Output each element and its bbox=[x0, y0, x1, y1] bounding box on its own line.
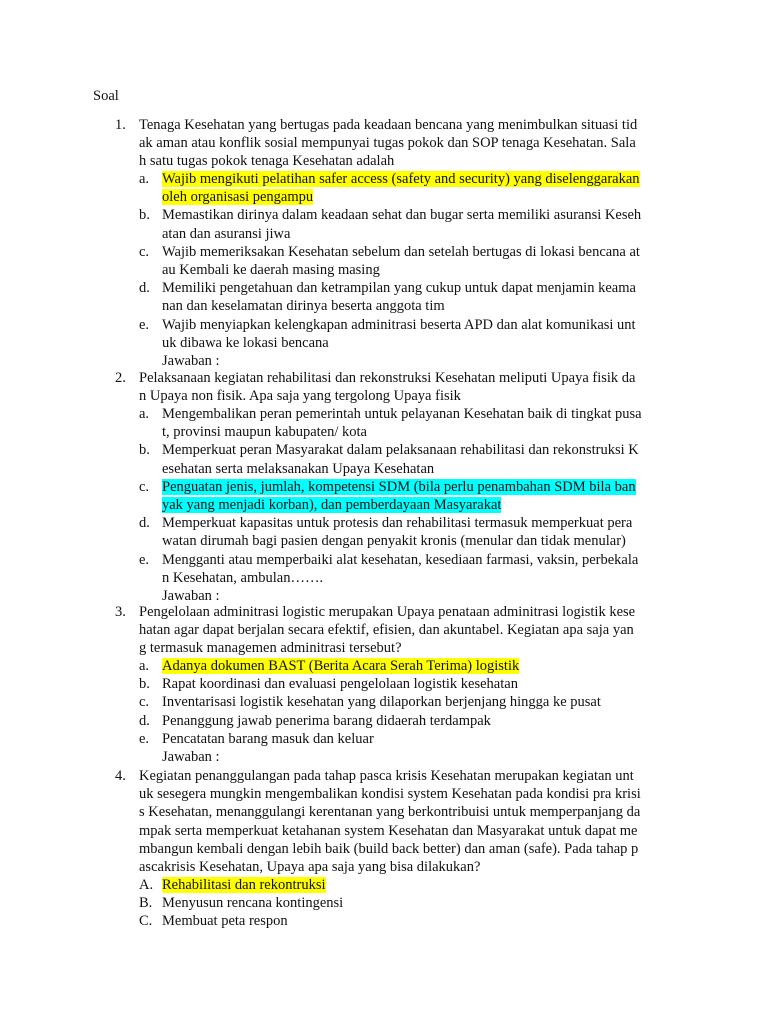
option-label: B. bbox=[139, 895, 153, 912]
option-d bbox=[139, 279, 674, 315]
option-text: Membuat peta respon bbox=[162, 913, 288, 930]
options-list bbox=[139, 405, 674, 605]
question-number: 1. bbox=[115, 117, 126, 133]
option-a bbox=[139, 657, 674, 675]
option-b bbox=[139, 441, 674, 477]
option-label: d. bbox=[139, 712, 150, 729]
option-text-highlighted: Penguatan jenis, jumlah, kompetensi SDM (bila perlu penambahan SDM bila ban yak yang menjadi korban), dan pemberdayaan Masyarakat bbox=[162, 478, 636, 514]
question-text: Pengelolaan adminitrasi logistic merupakan Upaya penataan adminitrasi logistik kese hatan agar dapat berjalan secara efektif, efisien, dan akuntabel. Kegiatan apa saja yan g termasuk managemen adminitrasi tersebut? bbox=[139, 604, 636, 657]
option-label: a. bbox=[139, 406, 150, 422]
option-text: Mengembalikan peran pemerintah untuk pelayanan Kesehatan baik di tingkat pusa t, provinsi maupun kabupaten/ kota bbox=[162, 406, 642, 441]
option-c bbox=[139, 693, 674, 711]
option-label: e. bbox=[139, 551, 150, 568]
option-label: d. bbox=[139, 280, 150, 297]
document-title: Soal bbox=[93, 88, 119, 104]
option-label: c. bbox=[139, 478, 150, 495]
options-list bbox=[139, 657, 674, 766]
question-number: 3. bbox=[115, 604, 126, 620]
question-number: 4. bbox=[115, 768, 126, 784]
option-c bbox=[139, 478, 674, 514]
option-text: Rapat koordinasi dan evaluasi pengelolaan logistik kesehatan bbox=[162, 676, 518, 693]
option-label: b. bbox=[139, 676, 150, 693]
option-text: Wajib menyiapkan kelengkapan adminitrasi beserta APD dan alat komunikasi unt uk dibawa ke lokasi bencana bbox=[162, 316, 636, 351]
options-list bbox=[139, 876, 674, 931]
option-text-highlighted: Rehabilitasi dan rekontruksi bbox=[162, 877, 326, 893]
option-text: Inventarisasi logistik kesehatan yang dilaporkan berjenjang hingga ke pusat bbox=[162, 694, 601, 711]
option-text: Menyusun rencana kontingensi bbox=[162, 895, 344, 912]
option-label: b. bbox=[139, 442, 150, 459]
option-B bbox=[139, 894, 674, 912]
option-label: a. bbox=[139, 171, 150, 187]
option-label: c. bbox=[139, 243, 150, 260]
option-label: C. bbox=[139, 913, 153, 930]
option-text: Memperkuat peran Masyarakat dalam pelaksanaan rehabilitasi dan rekonstruksi K esehatan serta melaksanakan Upaya Kesehatan bbox=[162, 442, 639, 477]
option-label: a. bbox=[139, 658, 150, 674]
option-text: Penanggung jawab penerima barang didaerah terdampak bbox=[162, 712, 491, 729]
question-text: Kegiatan penanggulangan pada tahap pasca krisis Kesehatan merupakan kegiatan unt uk sesegera mungkin mengembalikan kondisi system Kesehatan pada kondisi pra krisi s Kesehatan, menanggulangi kerentanan yang berkontribuisi untuk memperpanjang da mpak serta memperkuat ketahanan system Kesehatan dan Masyarakat untuk dapat me mbangun kembali dengan lebih baik (build back better) dan aman (safe). Pada tahap p ascakrisis Kesehatan, Upaya apa saja yang bisa dilakukan? bbox=[139, 768, 641, 876]
option-A bbox=[139, 876, 674, 894]
option-label: A. bbox=[139, 877, 154, 893]
option-label: d. bbox=[139, 515, 150, 532]
option-e bbox=[139, 730, 674, 748]
answer-label: Jawaban : bbox=[162, 588, 220, 605]
option-text-highlighted: Wajib mengikuti pelatihan safer access (safety and security) yang diselenggarakan oleh organisasi pengampu bbox=[162, 171, 640, 206]
option-a bbox=[139, 405, 674, 441]
option-label: b. bbox=[139, 207, 150, 224]
answer-label: Jawaban : bbox=[162, 749, 220, 766]
option-text: Memastikan dirinya dalam keadaan sehat dan bugar serta memiliki asuransi Keseh atan dan asuransi jiwa bbox=[162, 207, 642, 242]
option-label: e. bbox=[139, 316, 150, 333]
answer-label: Jawaban : bbox=[162, 353, 220, 370]
options-list bbox=[139, 170, 674, 370]
option-a bbox=[139, 170, 674, 206]
option-e bbox=[139, 316, 674, 352]
option-text: Memiliki pengetahuan dan ketrampilan yang cukup untuk dapat menjamin keama nan dan keselamatan dirinya beserta anggota tim bbox=[162, 280, 636, 315]
question-text: Pelaksanaan kegiatan rehabilitasi dan rekonstruksi Kesehatan meliputi Upaya fisik da n Upaya non fisik. Apa saja yang tergolong Upaya fisik bbox=[139, 370, 636, 405]
option-text: Pencatatan barang masuk dan keluar bbox=[162, 730, 374, 747]
question-text: Tenaga Kesehatan yang bertugas pada keadaan bencana yang menimbulkan situasi tid ak aman atau konflik sosial mempunyai tugas pokok dan SOP tenaga Kesehatan. Sala h satu tugas pokok tenaga Kesehatan adalah bbox=[139, 117, 638, 170]
option-C bbox=[139, 912, 674, 930]
option-text: Mengganti atau memperbaiki alat kesehatan, kesediaan farmasi, vaksin, perbekala n Kesehatan, ambulan……. bbox=[162, 551, 639, 586]
option-text: Memperkuat kapasitas untuk protesis dan rehabilitasi termasuk memperkuat pera watan dirumah bagi pasien dengan penyakit kronis (menular dan tidak menular) bbox=[162, 515, 633, 550]
option-d bbox=[139, 514, 674, 550]
option-label: e. bbox=[139, 730, 150, 747]
option-d bbox=[139, 712, 674, 730]
option-text: Wajib memeriksakan Kesehatan sebelum dan setelah bertugas di lokasi bencana at au Kembali ke daerah masing masing bbox=[162, 243, 640, 279]
option-text-highlighted: Adanya dokumen BAST (Berita Acara Serah Terima) logistik bbox=[162, 658, 520, 674]
option-b bbox=[139, 675, 674, 693]
option-label: c. bbox=[139, 694, 150, 711]
question-number: 2. bbox=[115, 370, 126, 386]
option-c bbox=[139, 243, 674, 279]
option-e bbox=[139, 551, 674, 587]
option-b bbox=[139, 206, 674, 242]
